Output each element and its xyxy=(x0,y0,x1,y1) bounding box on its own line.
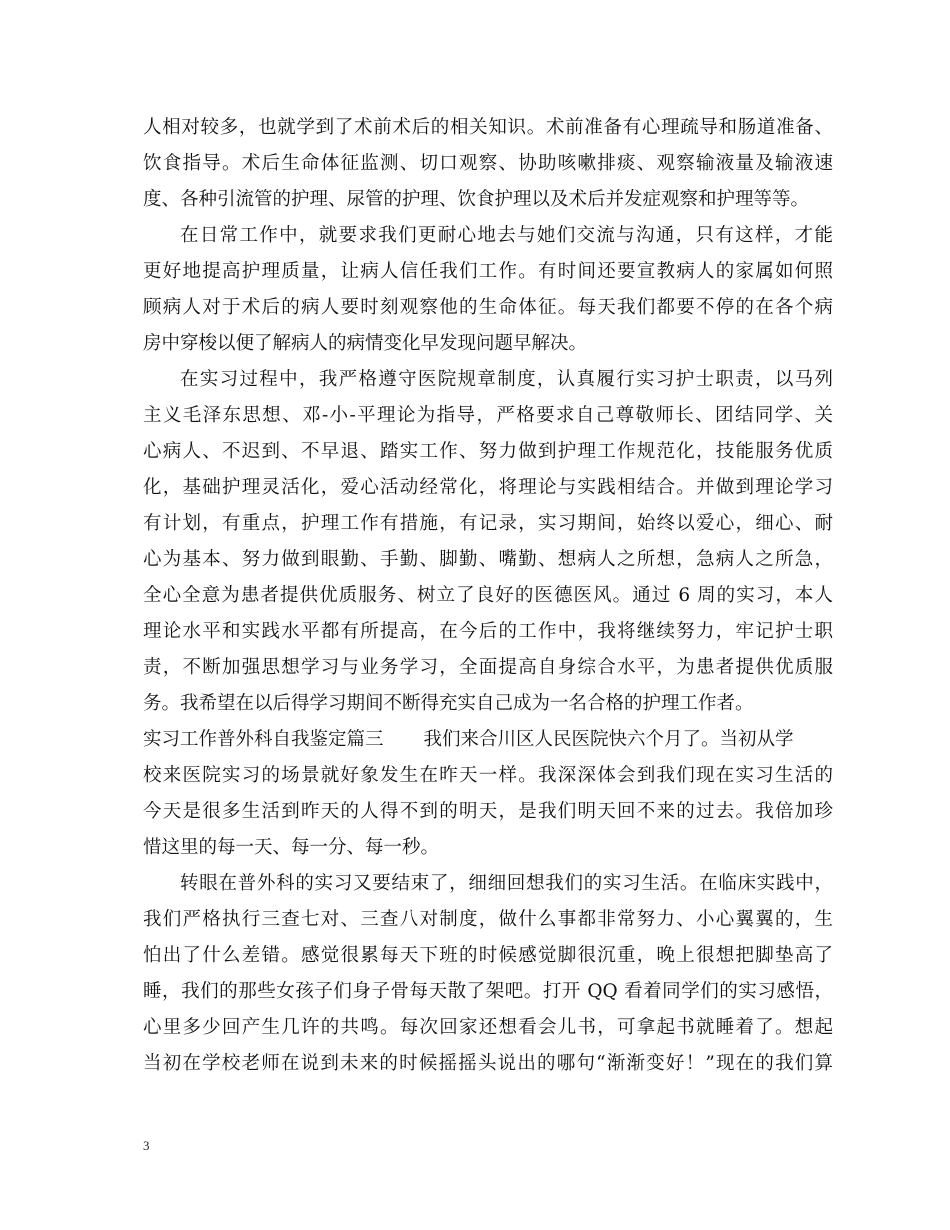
document-body xyxy=(143,110,833,1082)
text-line: 在日常工作中，就要求我们更耐心地去与她们交流与沟通，只有这样，才能 xyxy=(180,225,833,246)
text-line: 主义毛泽东思想、邓-小-平理论为指导，严格要求自己尊敬师长、团结同学、关 xyxy=(143,405,833,426)
page-number: 3 xyxy=(143,1138,150,1153)
paragraph xyxy=(143,362,833,722)
text-line: 顾病人对于术后的病人要时刻观察他的生命体征。每天我们都要不停的在各个病 xyxy=(143,297,833,318)
paragraph xyxy=(143,866,833,1082)
paragraph xyxy=(143,218,833,362)
text-line: 今天是很多生活到昨天的人得不到的明天，是我们明天回不来的过去。我倍加珍 xyxy=(143,801,833,822)
text-line: 怕出了什么差错。感觉很累每天下班的时候感觉脚很沉重，晚上很想把脚垫高了 xyxy=(143,945,833,966)
text-line: 惜这里的每一天、每一分、每一秒。 xyxy=(143,837,440,858)
text-line: 心为基本、努力做到眼勤、手勤、脚勤、嘴勤、想病人之所想，急病人之所急， xyxy=(143,549,833,570)
text-line: 全心全意为患者提供优质服务、树立了良好的医德医风。通过 6 周的实习，本人 xyxy=(143,585,833,606)
text-line: 当初在学校老师在说到未来的时候摇摇头说出的哪句“渐渐变好！”现在的我们算 xyxy=(143,1053,833,1074)
text-line: 校来医院实习的场景就好象发生在昨天一样。我深深体会到我们现在实习生活的 xyxy=(143,765,833,786)
text-line: 理论水平和实践水平都有所提高，在今后的工作中，我将继续努力，牢记护士职 xyxy=(143,621,833,642)
text-line: 更好地提高护理质量，让病人信任我们工作。有时间还要宣教病人的家属如何照 xyxy=(143,261,833,282)
text-line: 责，不断加强思想学习与业务学习，全面提高自身综合水平，为患者提供优质服 xyxy=(143,657,833,678)
text-line: 在实习过程中，我严格遵守医院规章制度，认真履行实习护士职责，以马列 xyxy=(180,369,833,390)
text-line: 度、各种引流管的护理、尿管的护理、饮食护理以及术后并发症观察和护理等等。 xyxy=(143,189,810,210)
text-line: 心里多少回产生几许的共鸣。每次回家还想看会儿书，可拿起书就睡着了。想起 xyxy=(143,1017,833,1038)
text-line: 我们严格执行三查七对、三查八对制度，做什么事都非常努力、小心翼翼的，生 xyxy=(143,909,833,930)
text-line: 转眼在普外科的实习又要结束了，细细回想我们的实习生活。在临床实践中， xyxy=(180,873,833,894)
text-line: 人相对较多，也就学到了术前术后的相关知识。术前准备有心理疏导和肠道准备、 xyxy=(143,117,833,138)
heading-line-text: 我们来合川区人民医院快六个月了。当初从学 xyxy=(423,729,794,750)
text-line: 化，基础护理灵活化，爱心活动经常化，将理论与实践相结合。并做到理论学习 xyxy=(143,477,833,498)
paragraph xyxy=(143,110,833,218)
text-line: 睡，我们的那些女孩子们身子骨每天散了架吧。打开 QQ 看着同学们的实习感悟， xyxy=(143,981,833,1002)
text-line: 务。我希望在以后得学习期间不断得充实自己成为一名合格的护理工作者。 xyxy=(143,693,754,714)
text-line: 有计划，有重点，护理工作有措施，有记录，实习期间，始终以爱心，细心、耐 xyxy=(143,513,833,534)
section-heading: 实习工作普外科自我鉴定篇三 xyxy=(143,729,384,750)
paragraph xyxy=(143,722,833,866)
text-line: 房中穿梭以便了解病人的病情变化早发现问题早解决。 xyxy=(143,333,588,354)
text-line: 饮食指导。术后生命体征监测、切口观察、协助咳嗽排痰、观察输液量及输液速 xyxy=(143,153,833,174)
text-line: 心病人、不迟到、不早退、踏实工作、努力做到护理工作规范化，技能服务优质 xyxy=(143,441,833,462)
text-line xyxy=(143,722,833,758)
